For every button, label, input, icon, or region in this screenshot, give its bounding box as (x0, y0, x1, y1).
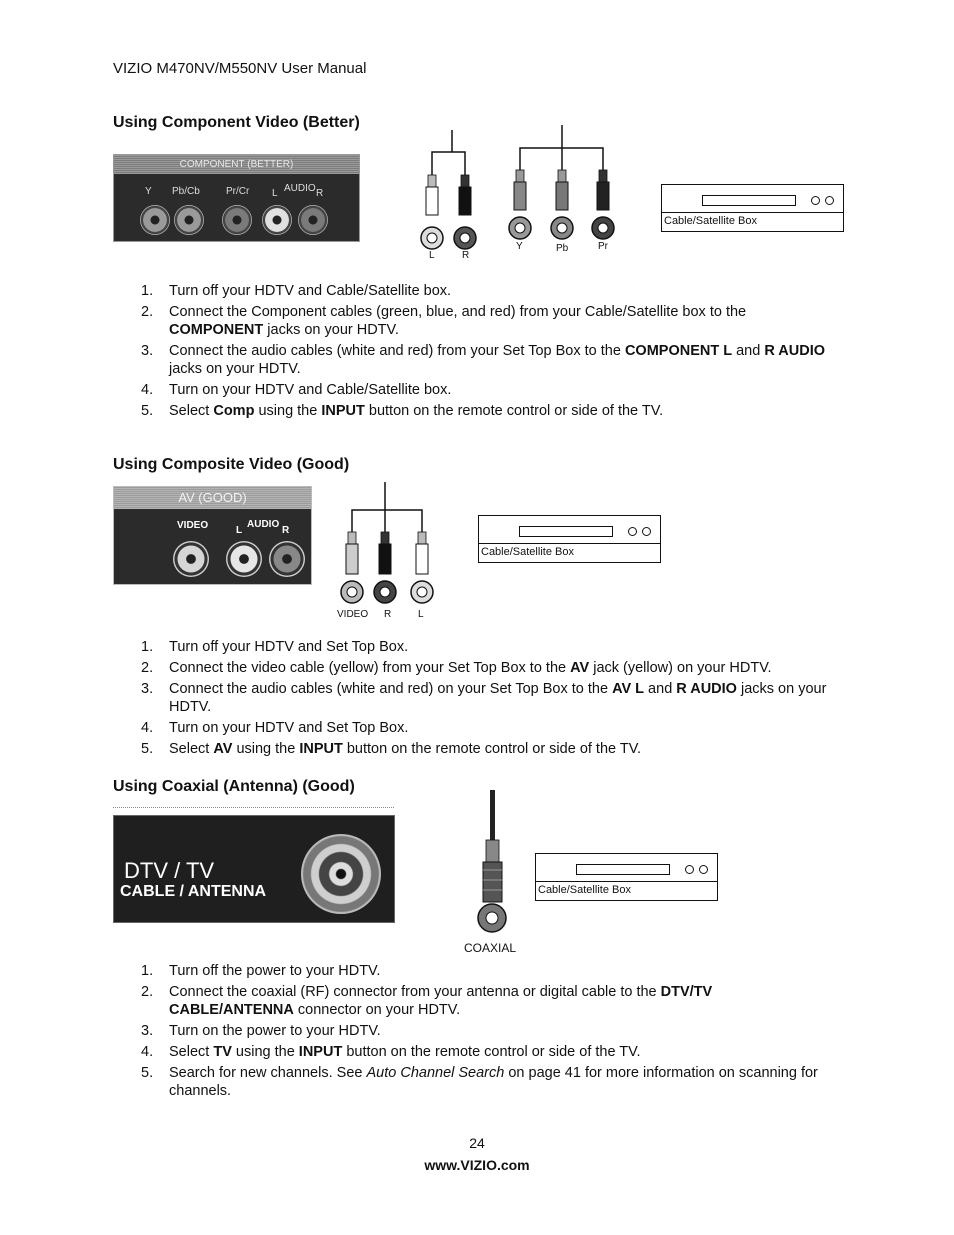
step-number: 3. (141, 681, 154, 697)
cable-caption-y: Y (516, 241, 523, 252)
audio-l-label: L (272, 188, 278, 199)
step-number: 2. (141, 660, 154, 676)
step-text: Connect the audio cables (white and red) from your Set Top Box to the (169, 343, 625, 359)
cable-satellite-box-component (661, 184, 844, 232)
video-label: VIDEO (177, 520, 209, 531)
step-text: Turn off your HDTV and Set Top Box. (169, 639, 409, 655)
cable-caption-video: VIDEO (337, 609, 369, 620)
step-text: button on the remote control or side of the TV. (342, 1044, 641, 1060)
composite-steps (113, 638, 833, 761)
step-item (113, 983, 833, 1019)
section-title-composite: Using Composite Video (Good) (113, 456, 350, 473)
cable-satellite-box-coaxial (535, 853, 718, 901)
step-text: AV L (612, 681, 645, 697)
cable-caption-pb: Pb (556, 243, 569, 254)
composite-banner (114, 487, 311, 509)
coaxial-connector[interactable] (301, 834, 381, 914)
box-label: Cable/Satellite Box (481, 546, 574, 558)
step-number: 1. (141, 283, 154, 299)
step-text: INPUT (299, 741, 343, 757)
step-number: 3. (141, 343, 154, 359)
step-item (113, 402, 833, 420)
step-text: R AUDIO (676, 681, 737, 697)
box-button-icon (825, 196, 834, 205)
step-text: COMPONENT (169, 322, 264, 338)
cable-caption-r: R (384, 609, 392, 620)
audio-r-label: R (316, 188, 324, 199)
audio-r-label: R (282, 525, 290, 536)
step-number: 1. (141, 639, 154, 655)
jack-pr[interactable] (222, 205, 252, 235)
step-text: AV (570, 660, 590, 676)
page-number: 24 (469, 1135, 485, 1151)
step-text: jacks on your HDTV. (263, 322, 399, 338)
jack-label-prcr: Pr/Cr (226, 186, 250, 197)
step-text: and (644, 681, 677, 697)
coaxial-steps (113, 962, 833, 1103)
step-number: 2. (141, 984, 154, 1000)
step-text: Auto Channel Search (366, 1065, 505, 1081)
box-button-icon (628, 527, 637, 536)
jack-label-pbcb: Pb/Cb (172, 186, 200, 197)
step-item (113, 680, 833, 716)
composite-banner-text: AV (GOOD) (178, 490, 247, 505)
composite-panel (113, 486, 312, 585)
box-label: Cable/Satellite Box (538, 884, 631, 896)
step-text: using the (232, 741, 300, 757)
section-title-coaxial: Using Coaxial (Antenna) (Good) (113, 778, 355, 795)
footer-url[interactable]: www.VIZIO.com (424, 1157, 530, 1173)
step-text: on page 41 for more information on scanning for channels. (169, 1065, 818, 1099)
component-banner-text: COMPONENT (BETTER) (179, 159, 294, 170)
step-number: 5. (141, 1065, 154, 1081)
step-number: 2. (141, 304, 154, 320)
box-button-icon (699, 865, 708, 874)
step-text: TV (213, 1044, 232, 1060)
step-item (113, 740, 833, 758)
step-item (113, 282, 833, 300)
step-text: button on the remote control or side of the TV. (364, 403, 664, 419)
cable-antenna-label: CABLE / ANTENNA (120, 883, 267, 900)
step-text: Turn off the power to your HDTV. (169, 963, 381, 979)
audio-label: AUDIO (284, 183, 316, 194)
step-text: Select (169, 1044, 214, 1060)
step-text: Connect the audio cables (white and red) on your Set Top Box to the (169, 681, 613, 697)
step-item (113, 342, 833, 378)
step-text: Select (169, 741, 214, 757)
dtv-tv-label: DTV / TV (124, 858, 215, 883)
step-text: jacks on your HDTV. (169, 361, 301, 377)
component-jacks (114, 200, 359, 240)
step-text: jacks on your HDTV. (169, 681, 827, 715)
step-text: AV (213, 741, 233, 757)
step-item (113, 303, 833, 339)
step-text: Turn off your HDTV and Cable/Satellite box. (169, 283, 452, 299)
step-number: 1. (141, 963, 154, 979)
step-item (113, 381, 833, 399)
step-item (113, 1043, 833, 1061)
audio-l-label: L (236, 525, 243, 536)
coaxial-panel (113, 815, 395, 923)
box-button-icon (642, 527, 651, 536)
jack-audio-l[interactable] (262, 205, 292, 235)
box-slot (702, 195, 796, 206)
step-text: Connect the Component cables (green, blue, and red) from your Cable/Satellite box to the (169, 304, 747, 320)
step-text: Select (169, 403, 214, 419)
step-text: button on the remote control or side of the TV. (342, 741, 642, 757)
step-text: INPUT (321, 403, 365, 419)
jack-audio-r[interactable] (298, 205, 328, 235)
composite-cables-illustration (330, 482, 440, 612)
step-number: 5. (141, 741, 154, 757)
step-item (113, 1064, 833, 1100)
section-title-component: Using Component Video (Better) (113, 114, 360, 131)
coaxial-cable-illustration (470, 790, 520, 935)
step-text: DTV/TV CABLE/ANTENNA (169, 984, 713, 1018)
step-item (113, 638, 833, 656)
step-text: using the (231, 1044, 299, 1060)
cable-caption-l: L (418, 609, 424, 620)
cable-satellite-box-composite (478, 515, 661, 563)
step-item (113, 962, 833, 980)
step-text: Turn on your HDTV and Cable/Satellite box. (169, 382, 452, 398)
component-panel (113, 154, 360, 242)
step-item (113, 659, 833, 677)
step-text: connector on your HDTV. (293, 1002, 461, 1018)
jack-av-audio-r[interactable] (269, 541, 305, 577)
step-number: 4. (141, 1044, 154, 1060)
step-text: INPUT (298, 1044, 343, 1060)
box-button-icon (811, 196, 820, 205)
step-text: using the (254, 403, 322, 419)
step-number: 4. (141, 720, 154, 736)
jack-av-audio-l[interactable] (226, 541, 262, 577)
cable-caption-coaxial: COAXIAL (464, 941, 517, 955)
jack-label-y: Y (145, 186, 152, 197)
audio-label: AUDIO (247, 519, 280, 530)
box-label: Cable/Satellite Box (664, 215, 757, 227)
cable-caption-pr: Pr (598, 241, 608, 252)
manual-header: VIZIO M470NV/M550NV User Manual (113, 60, 367, 77)
component-banner (114, 155, 359, 174)
component-steps (113, 282, 833, 423)
step-item (113, 719, 833, 737)
box-slot (519, 526, 613, 537)
box-button-icon (685, 865, 694, 874)
jack-pb[interactable] (174, 205, 204, 235)
step-text: R AUDIO (764, 343, 826, 359)
step-text: and (732, 343, 765, 359)
step-text: Search for new channels. See (169, 1065, 367, 1081)
step-number: 4. (141, 382, 154, 398)
step-number: 3. (141, 1023, 154, 1039)
jack-y[interactable] (140, 205, 170, 235)
step-text: Connect the video cable (yellow) from your Set Top Box to the (169, 660, 571, 676)
step-text: Connect the coaxial (RF) connector from your antenna or digital cable to the (169, 984, 661, 1000)
box-slot (576, 864, 670, 875)
step-text: Comp (213, 403, 255, 419)
step-number: 5. (141, 403, 154, 419)
cable-caption-r: R (462, 250, 470, 261)
step-item (113, 1022, 833, 1040)
jack-video[interactable] (173, 541, 209, 577)
step-text: COMPONENT L (624, 343, 733, 359)
cable-caption-l: L (429, 250, 435, 261)
divider (113, 807, 394, 808)
step-text: jack (yellow) on your HDTV. (589, 660, 772, 676)
step-text: Turn on your HDTV and Set Top Box. (169, 720, 409, 736)
step-text: Turn on the power to your HDTV. (169, 1023, 381, 1039)
